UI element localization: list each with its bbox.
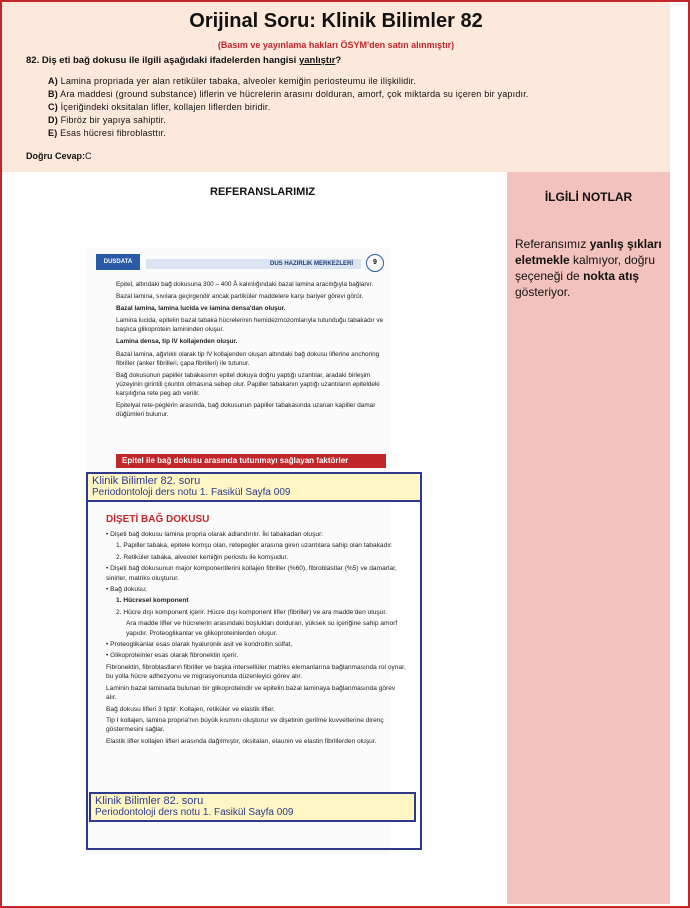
scan-header-bar: DUS HAZIRLIK MERKEZLERİ	[146, 259, 361, 269]
diseti-line: Ara madde lifler ve hücrelerin arasındaki boşlukları dolduran, yüksek su içeriğine sahip amorf yapıdır. Proteoglikanlar ve glikoproteinlerden oluşur.	[126, 620, 398, 637]
question-mark: ?	[335, 55, 342, 66]
diseti-line: • Bağ dokusu;	[106, 586, 147, 594]
reference-card-title: Klinik Bilimler 82. soru	[95, 795, 204, 807]
scan-paragraph: Bazal lamina, sıvılara geçirgendir ancak partiküler maddelere karşı bariyer görevi görür.	[116, 293, 364, 301]
question-panel	[2, 2, 670, 172]
scan-paragraph: Lamina densa, tip IV kollajenden oluşur.	[116, 338, 238, 346]
question-number: 82.	[26, 55, 40, 66]
option-a	[48, 75, 529, 88]
reference-card	[89, 792, 416, 822]
option-b	[48, 88, 529, 101]
reference-card-title: Klinik Bilimler 82. soru	[92, 475, 201, 487]
scan-paragraph: Epitelyal rete-peglerin arasında, bağ dokusunun papiller tabakasında uzanan kapiller damar düğümleri bulunur.	[116, 402, 376, 419]
notes-text	[515, 236, 665, 300]
notes-text-part: gösteriyor.	[515, 285, 571, 299]
scan-paragraph: Lamina lucida, epitelin bazal tabaka hücrelerinin hemidezmozomlarıyla tutunduğu tabakadır ve başlıca glikoprotein lamininden oluşur.	[116, 317, 384, 334]
question-emphasis: yanlıştır	[298, 55, 336, 66]
diseti-line: • Dişeti bağ dokusu lamina propria olarak adlandırılır. İki tabakadan oluşur:	[106, 531, 324, 538]
diseti-title: DİŞETİ BAĞ DOKUSU	[106, 514, 210, 525]
copyright-note: (Basım ve yayınlama hakları ÖSYM'den satın alınmıştır)	[217, 40, 455, 50]
references-title: REFERANSLARIMIZ	[210, 186, 316, 198]
option-key: D)	[48, 115, 58, 125]
option-text: Fibröz bir yapıya sahiptir.	[60, 115, 167, 125]
scan-paragraph: Bazal lamina, lamina lucida ve lamina densa'dan oluşur.	[116, 305, 286, 313]
question-text: Diş eti bağ dokusu ile ilgili aşağıdaki ifadelerden hangisi	[41, 55, 297, 66]
scan-paragraph: Epitel, altındaki bağ dokusuna 300 – 400 Å kalınlığındaki bazal lamina aracılığıyla bağlanır.	[116, 281, 374, 288]
question-stem	[26, 55, 341, 66]
option-key: A)	[48, 76, 58, 86]
diseti-line: • Dişeti bağ dokusunun major komponentlerini kollajen fibriller (%60), fibroblastlar (%5) ve damarlar, sinirler, matriks oluşturur.	[106, 565, 397, 582]
diseti-line: 1. Papiller tabaka, epitele komşu olan, retepegler arasına giren uzantılara sahip olan tabakadır.	[116, 542, 393, 550]
dusdata-logo: DUSDATA	[96, 254, 140, 270]
reference-card	[86, 472, 422, 502]
answer-label: Doğru Cevap:	[26, 151, 86, 161]
scan-header	[96, 252, 382, 274]
option-text: Esas hücresi fibroblasttır.	[60, 128, 167, 138]
option-key: B)	[48, 89, 58, 99]
notes-text-part: kalmıyor, doğru şeçeneği de	[515, 253, 656, 283]
page-title: Orijinal Soru: Klinik Bilimler 82	[189, 10, 483, 32]
scan-paragraph: Bazal lamina, ağırlıklı olarak tip IV kollajenden oluşan altındaki bağ dokusu liflerine anchoring fibriller (anker fibrilleri, çapa fibrilleri) ile tutunur.	[116, 350, 380, 367]
scan-section-banner: Epitel ile bağ dokusu arasında tutunmayı sağlayan faktörler	[116, 454, 386, 468]
option-d	[48, 114, 529, 127]
options-list	[48, 75, 529, 140]
option-e	[48, 127, 529, 140]
diseti-line: • Proteoglikanlar esas olarak hyaluronik asit ve kondroitin sülfat,	[106, 641, 293, 649]
option-text: Ara maddesi (ground substance) liflerin ve hücrelerin arasını dolduran, amorf, çok miktarda su içeren bir yapıdır.	[60, 89, 529, 99]
diseti-body	[106, 530, 406, 748]
scan-page-number: 9	[366, 254, 384, 272]
diseti-line: Laminin bazal laminada bulunan bir glikoproteindir ve epitelin bazal laminaya bağlanmasında görev alır.	[106, 684, 396, 702]
notes-title: İLGİLİ NOTLAR	[544, 190, 633, 204]
scan-paragraph: Bağ dokusunun papiller tabakasının epitel dokuya doğru yaptığı uzantılar, aradaki birleşim yüzeyinin girintili çıkıntılı olmasına sebep olur. Papiller tabakanın yaptığı uzantıların epiteldeki karşılığına rete peg adı verilir.	[116, 371, 380, 397]
diseti-line: 1. Hücresel komponent	[116, 597, 189, 605]
diseti-line: 2. Retiküler tabaka, alveoler kemiğin periostu ile komşudur.	[116, 553, 289, 561]
notes-panel	[507, 172, 670, 904]
diseti-line: Fibronektin, fibroblastların fibriller ve başka intersellüler matriks elemanlarına bağlanmasında rol oynar, bu yolla hücre adhezyonu ve migrasyonunda düzenleyici görev alır.	[106, 663, 406, 681]
option-text: İçeriğindeki oksitalan lifler, kollajen liflerden biridir.	[60, 102, 271, 112]
option-key: C)	[48, 102, 58, 112]
diseti-line: • Glikoproteinler esas olarak fibronektin içerir.	[106, 652, 239, 660]
diseti-line: Elastik lifler kollajen lifleri arasında dağılmıştır, oksitalan, elaunin ve elastin fibrillerden oluşur.	[106, 737, 377, 745]
diseti-line: Tip I kollajen, lamina propria'nın büyük kısmını oluşturur ve dişetinin gerilme kuvvetlerine direnç göstermesini sağlar.	[106, 716, 384, 734]
reference-card-source: Periodontoloji ders notu 1. Fasikül Sayfa 009	[92, 487, 291, 498]
answer-value: C	[85, 151, 92, 161]
option-key: E)	[48, 128, 58, 138]
diseti-line: Bağ dokusu lifleri 3 tiptir: Kollajen, retiküler ve elastik lifler.	[106, 705, 275, 713]
notes-text-bold: nokta atış	[583, 269, 640, 283]
notes-text-part: Referansımız	[515, 237, 590, 251]
correct-answer	[26, 151, 92, 161]
scan-body	[116, 280, 388, 422]
option-c	[48, 101, 529, 114]
reference-card-source: Periodontoloji ders notu 1. Fasikül Sayfa 009	[95, 807, 294, 818]
notes-text-bold: yanlış şıkları eletmekle	[515, 237, 662, 267]
option-text: Lamina propriada yer alan retiküler tabaka, alveoler kemiğin periosteumu ile ilişkilidir.	[60, 76, 417, 86]
diseti-line: 2. Hücre dışı komponent içerir. Hücre dışı komponent lifler (fibriller) ve ara madde'den oluşur.	[116, 608, 387, 616]
